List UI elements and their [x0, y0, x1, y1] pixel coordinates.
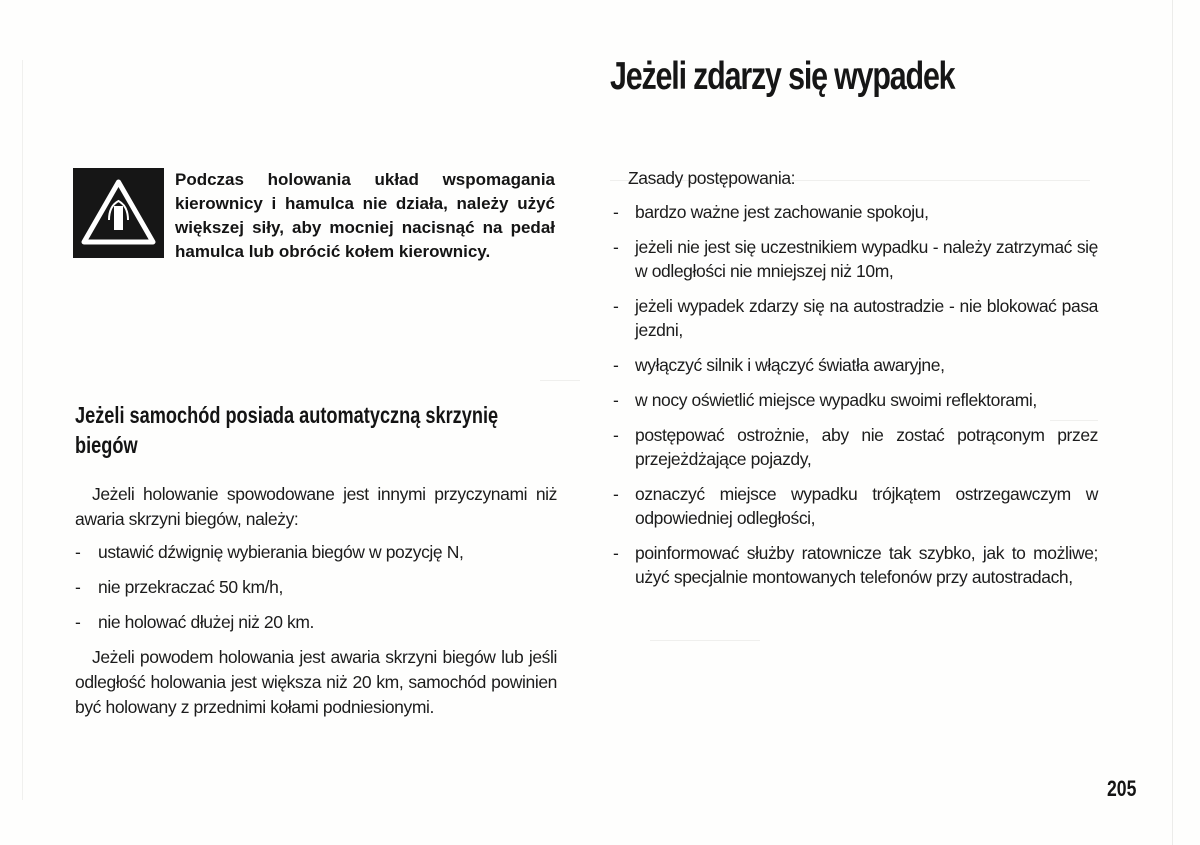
page-edge: [22, 60, 23, 800]
paragraph: Zasady postępowania:: [628, 168, 796, 188]
show-through: [540, 380, 580, 381]
section-heading: Jeżeli samochód posiada automatyczną skrzynię biegów: [75, 402, 499, 458]
list-item: - jeżeli nie jest się uczestnikiem wypadku - należy zatrzymać się w odległości nie mniejszej niż 10m,: [613, 237, 1098, 281]
list-item: - ustawić dźwignię wybierania biegów w pozycję N,: [75, 542, 464, 562]
page-title: Jeżeli zdarzy się wypadek: [610, 55, 955, 98]
warning-note-text: Podczas holowania układ wspomagania kierownicy i hamulca nie działa, należy użyć większej siły, aby mocniej nacisnąć na pedał hamulca lub obrócić kołem kierownicy.: [175, 170, 555, 261]
paragraph: Jeżeli holowanie spowodowane jest innymi przyczynami niż awaria skrzyni biegów, należy:: [75, 484, 557, 529]
list-item: - bardzo ważne jest zachowanie spokoju,: [613, 202, 929, 222]
paragraph: Jeżeli powodem holowania jest awaria skrzyni biegów lub jeśli odległość holowania jest większa niż 20 km, samochód powinien być holowany z przednimi kołami podniesionymi.: [75, 647, 557, 717]
warning-note: [75, 168, 555, 264]
list-item: - nie przekraczać 50 km/h,: [75, 577, 283, 597]
accident-rules-list: [613, 200, 1098, 589]
towing-list: [75, 540, 557, 635]
list-item: - nie holować dłużej niż 20 km.: [75, 612, 315, 632]
list-item: - wyłączyć silnik i włączyć światła awaryjne,: [613, 355, 945, 375]
list-item: - jeżeli wypadek zdarzy się na autostradzie - nie blokować pasa jezdni,: [613, 296, 1098, 340]
show-through: [650, 640, 760, 641]
list-item: - oznaczyć miejsce wypadku trójkątem ostrzegawczym w odpowiedniej odległości,: [613, 484, 1098, 528]
list-item: - poinformować służby ratownicze tak szybko, jak to możliwe; użyć specjalnie montowanych telefonów przy autostradach,: [613, 543, 1098, 587]
left-column: [75, 482, 557, 728]
right-column: [613, 166, 1098, 600]
list-item: - w nocy oświetlić miejsce wypadku swoimi reflektorami,: [613, 390, 1037, 410]
page-edge: [1172, 0, 1173, 845]
list-item: - postępować ostrożnie, aby nie zostać potrąconym przez przejeżdżające pojazdy,: [613, 425, 1098, 469]
page-number: 205: [1107, 776, 1137, 801]
